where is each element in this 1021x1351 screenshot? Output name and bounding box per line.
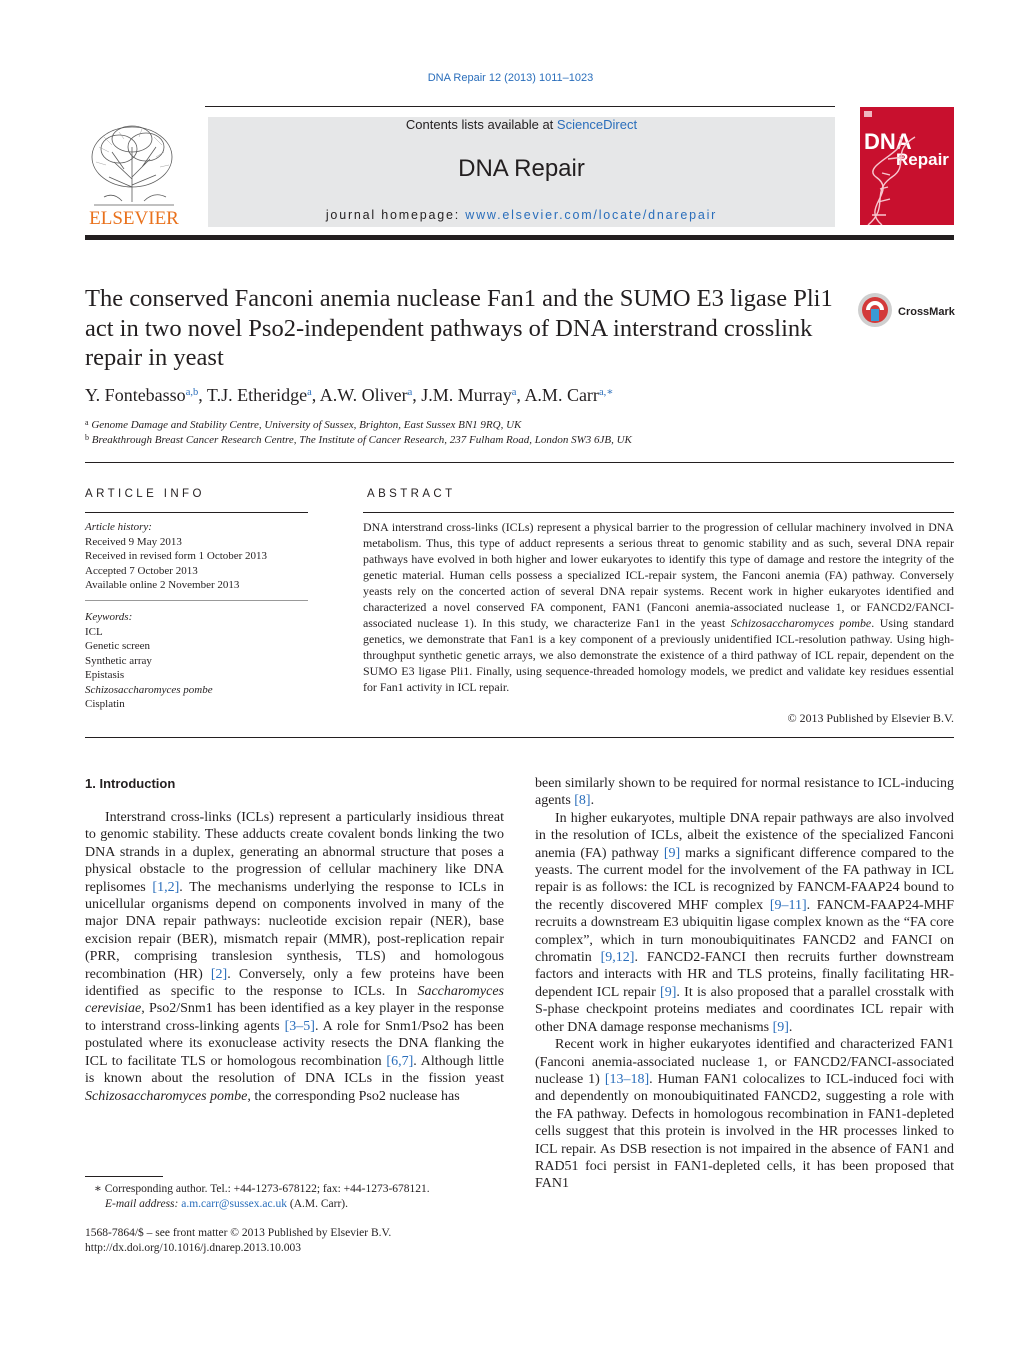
author-name: T.J. Etheridge — [206, 385, 308, 405]
author-affiliation-marker[interactable]: a — [307, 387, 312, 398]
article-history — [85, 520, 315, 593]
email-link[interactable]: a.m.carr@sussex.ac.uk — [181, 1198, 287, 1210]
history-item: Accepted 7 October 2013 — [85, 564, 198, 577]
reference-link[interactable]: [6,7] — [386, 1053, 414, 1069]
affiliation-text: Genome Damage and Stability Centre, University of Sussex, Brighton, East Sussex BN1 9RQ, UK — [91, 419, 522, 431]
contents-line — [208, 117, 835, 132]
reference-link[interactable]: [9,12] — [600, 950, 635, 966]
footnote-rule — [85, 1176, 163, 1177]
affiliation-a — [85, 418, 521, 431]
elsevier-wordmark: ELSEVIER — [89, 208, 179, 227]
reference-link[interactable]: [3–5] — [284, 1018, 315, 1034]
divider — [85, 512, 308, 513]
abstract-part-2: . Using standard genetics, we demonstrate that Fan1 is a key component of a previously unidentified ICL-resolution pathway. Using high-throughput synthetic genetic arrays, we also demonstrate the existence of a third pathway of ICL repair, dependent on the SUMO E3 ligase Pli1. Finally, using sequence-threaded homology models, we predict and validate key residues essential for Fan1 activity in ICL repair. — [363, 616, 955, 694]
affiliation-label: b — [85, 433, 89, 442]
email-note — [105, 1197, 348, 1212]
keywords — [85, 610, 315, 712]
author-affiliation-marker[interactable]: a — [511, 387, 517, 398]
article-title: The conserved Fanconi anemia nuclease Fan1 and the SUMO E3 ligase Pli1 act in two novel Pso2-independent pathways of DNA interstrand crosslink repair in yeast — [85, 285, 833, 371]
reference-link[interactable]: [8] — [574, 793, 591, 809]
affiliation-b — [85, 433, 632, 446]
reference-link[interactable]: [9] — [772, 1019, 789, 1035]
divider — [363, 512, 954, 513]
journal-citation[interactable]: DNA Repair 12 (2013) 1011–1023 — [427, 72, 594, 84]
reference-link[interactable]: [9–11] — [769, 897, 807, 913]
reference-link[interactable]: [9] — [660, 984, 677, 1000]
sciencedirect-link[interactable]: ScienceDirect — [556, 117, 638, 132]
intro-paragraph-3: Recent work in higher eukaryotes identified and characterized FAN1 (Fanconi anemia-associated nuclease 1, or FANCD2/FANCI-associated nuclease 1) [13–18]. Human FAN1 colocalizes to ICL-induced foci with and dependently on monoubiquitinated FANCD2, suggesting a role with the FA pathway. Defects in homologous recombination in FAN1-depleted cells suggest that this protein is involved in the HR processes linked to ICL repair. As DSB resection is not impaired in the absence of FAN1 and RAD51 foci persist in FAN1-depleted cells, it has been proposed that FAN1 — [535, 1037, 954, 1192]
keyword: Genetic screen — [85, 640, 151, 652]
reference-link[interactable]: [13–18] — [604, 1071, 650, 1087]
reference-link[interactable]: [2] — [210, 966, 228, 982]
contents-prefix: Contents lists available at — [405, 117, 557, 132]
reference-link[interactable]: [1,2] — [152, 879, 180, 895]
section-heading-introduction: 1. Introduction — [85, 776, 176, 791]
homepage-prefix: journal homepage: — [325, 208, 466, 222]
divider — [85, 737, 954, 738]
issn-line: 1568-7864/$ – see front matter © 2013 Published by Elsevier B.V. — [85, 1227, 392, 1239]
article-info-heading: ARTICLE INFO — [85, 488, 205, 500]
reference-link[interactable]: [9] — [663, 845, 681, 861]
affiliation-text: Breakthrough Breast Cancer Research Centre, The Institute of Cancer Research, 237 Fulham Road, London SW3 6JB, UK — [91, 434, 632, 446]
corresponding-author-note: ∗ Corresponding author. Tel.: +44-1273-678122; fax: +44-1273-678121. — [94, 1183, 430, 1195]
crossmark-label: CrossMark — [898, 306, 955, 318]
email-suffix: (A.M. Carr). — [286, 1198, 348, 1210]
crossmark-badge[interactable] — [857, 291, 957, 329]
divider — [85, 600, 308, 601]
intro-paragraph-1: Interstrand cross-links (ICLs) represent a particularly insidious threat to genomic stability. These adducts create covalent bonds linking the two DNA strands in a duplex, generating an abnormal structure that poses a physical obstacle to the progression of cellular machinery like DNA replisomes [1,2]. The mechanisms underlying the response to ICLs in unicellular organisms depend on components involved in many of the major DNA repair pathways: nucleotide excision repair (NER), base excision repair (BER), mismatch repair (MMR), post-replication repair (PRR, comprising translesion synthesis, TLS) and homologous recombination (HR) [2]. Conversely, only a few proteins have been identified as specific to the response to ICLs. In Saccharomyces cerevisiae, Pso2/Snm1 has been identified as a key player in the response to interstrand cross-linking agents [3–5]. A role for Snm1/Pso2 has been postulated where its exonuclease activity resects the DNA flanking the ICL to facilitate TLS or homologous recombination [6,7]. Although little is known about the resolution of DNA ICLs in the fission yeast Schizosaccharomyces pombe, the corresponding Pso2 nuclease has — [85, 810, 505, 1104]
header-rule — [205, 106, 835, 107]
journal-cover-image — [860, 107, 954, 225]
keyword: Schizosaccharomyces pombe — [85, 683, 213, 696]
homepage-line — [208, 208, 835, 222]
history-item: Received 9 May 2013 — [85, 535, 182, 548]
author-affiliation-marker[interactable]: a,b — [185, 387, 199, 398]
history-label: Article history: — [85, 521, 152, 533]
species-name: Saccharomyces cerevisiae — [85, 984, 504, 1017]
elsevier-tree-logo — [84, 117, 184, 227]
intro-right-column — [535, 775, 954, 1193]
keyword: ICL — [85, 625, 103, 638]
journal-title: DNA Repair — [458, 155, 585, 182]
cover-title-repair: Repair — [896, 150, 949, 169]
cover-title-dna: DNA — [864, 129, 912, 154]
keyword: Cisplatin — [85, 698, 125, 710]
intro-left-column — [85, 809, 504, 1105]
author-name: A.W. Oliver — [319, 385, 408, 405]
history-item: Received in revised form 1 October 2013 — [85, 550, 268, 562]
author-name: A.M. Carr — [524, 385, 599, 405]
intro-paragraph-1-cont: been similarly shown to be required for normal resistance to ICL-inducing agents [8]. — [535, 776, 954, 809]
author-name: Y. Fontebasso — [85, 385, 186, 405]
author-affiliation-marker[interactable]: a,∗ — [598, 387, 614, 398]
keywords-label: Keywords: — [85, 611, 133, 623]
author-name: J.M. Murray — [421, 385, 512, 405]
author-affiliation-marker[interactable]: a — [407, 387, 413, 398]
abstract-copyright: © 2013 Published by Elsevier B.V. — [787, 711, 954, 725]
header-thick-rule — [85, 235, 954, 240]
divider — [85, 462, 954, 463]
affiliation-label: a — [85, 418, 89, 427]
keyword: Epistasis — [85, 669, 125, 681]
abstract-species: Schizosaccharomyces pombe — [730, 616, 872, 630]
abstract-heading: ABSTRACT — [367, 488, 456, 500]
keyword: Synthetic array — [85, 654, 152, 667]
crossmark-icon — [858, 293, 892, 327]
history-item: Available online 2 November 2013 — [85, 579, 240, 591]
abstract-text — [363, 519, 954, 695]
email-label: E-mail address: — [105, 1198, 182, 1210]
journal-banner — [208, 117, 835, 227]
homepage-link[interactable]: www.elsevier.com/locate/dnarepair — [465, 208, 718, 222]
doi-link[interactable]: http://dx.doi.org/10.1016/j.dnarep.2013.10.003 — [85, 1242, 302, 1254]
abstract-part-1: DNA interstrand cross-links (ICLs) represent a physical barrier to the progression of cellular machinery involved in DNA metabolism. Thus, this type of adduct represents a serious threat to genomic stability and as such, several DNA repair pathways have evolved in both higher and lower eukaryotes to identify this type of damage and restore the integrity of the genetic material. Human cells possess a specialized ICL-repair system, the Fanconi anemia (FA) pathway. Conversely yeasts rely on the concerted action of several DNA repair systems. Recent work in higher eukaryotes identified and characterized a novel conserved FA component, FAN1 (Fanconi anemia-associated nuclease 1, or FANCD2/FANCI-associated nuclease 1). In this study, we characterize Fan1 in the yeast — [363, 520, 954, 630]
author-list: Y. Fontebasso$^{a,b}$, T.J. Etheridge$^a$, A.W. Oliver$^a$, J.M. Murray$^a$, A.M. Carr$^{a,∗}$ — [85, 385, 614, 405]
intro-paragraph-2: In higher eukaryotes, multiple DNA repair pathways are also involved in the resolution of ICLs, albeit the existence of the specialized Fanconi anemia (FA) pathway [9] marks a significant difference compared to the yeasts. The current model for the involvement of the FA pathway in ICL repair is as follows: the ICL is recognized by FANCM-FAAP24 bound to the recently discovered MHF complex [9–11]. FANCM-FAAP24-MHF recruits a downstream E3 ubiquitin ligase complex known as the “FA core complex”, which in turn monoubiquitinates FANCD2 and FANCI on chromatin [9,12]. FANCD2-FANCI then recruits further downstream factors and interacts with HR and TLS proteins, finally facilitating HR-dependent ICL repair [9]. It is also proposed that a parallel crosstalk with S-phase checkpoint proteins mediates and coordinates ICL repair with other DNA damage response mechanisms [9]. — [535, 810, 954, 1035]
species-name: Schizosaccharomyces pombe — [85, 1088, 248, 1104]
